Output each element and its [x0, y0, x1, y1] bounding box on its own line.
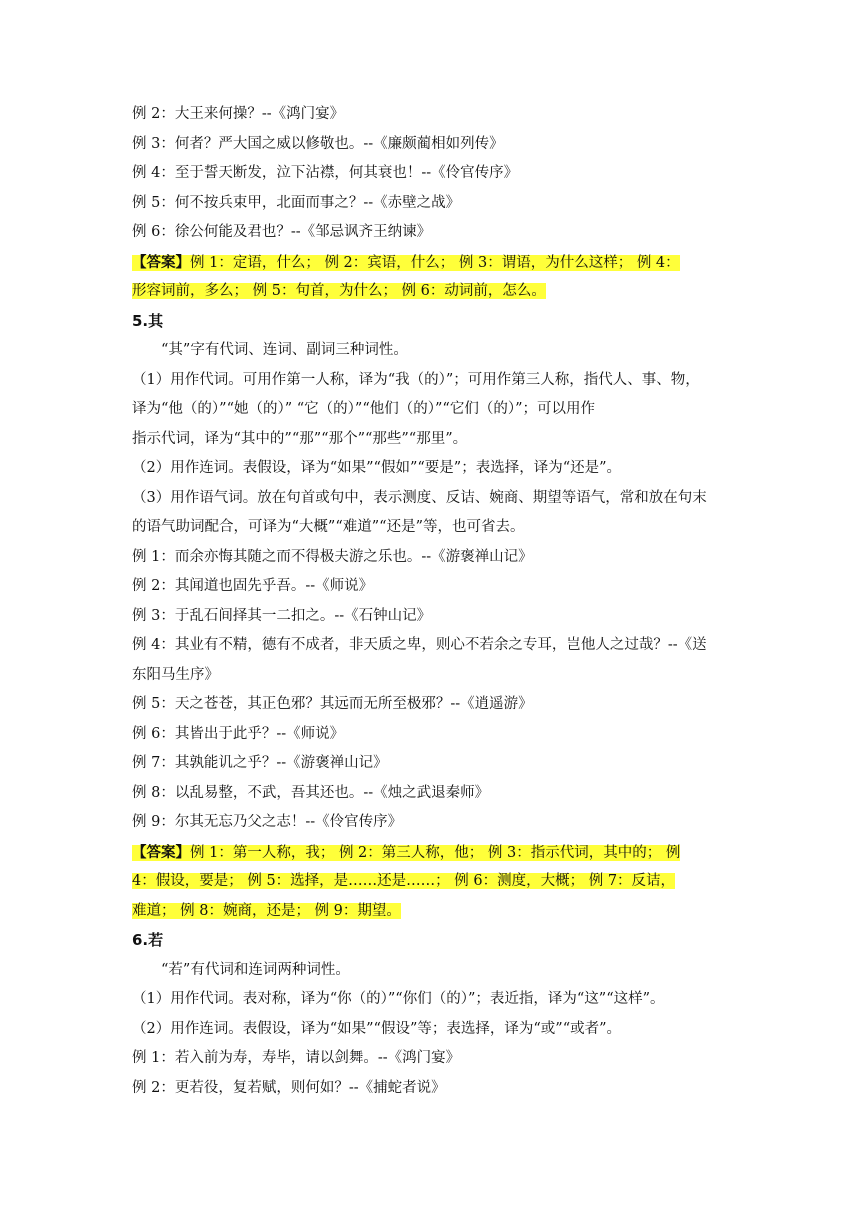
answer-highlight: [132, 845, 680, 861]
example-line: 例 1：若入前为寿，寿毕，请以剑舞。--《鸿门宴》: [132, 1050, 461, 1066]
paragraph-line: （1）用作代词。可用作第一人称，译为“我（的）”；可用作第三人称，指代人、事、物，: [132, 371, 700, 388]
answer-text: 例 1：第一人称，我； 例 2：第三人称，他； 例 3：指示代词，其中的； 例: [190, 844, 681, 861]
example-line: 例 1：而余亦悔其随之而不得极夫游之乐也。--《游褒禅山记》: [132, 548, 533, 565]
section-heading: 5.其: [132, 311, 164, 330]
section-heading: 6.若: [132, 931, 164, 949]
answer-line: [132, 838, 732, 868]
example-line: 例 4：其业有不精，德有不成者，非天质之卑，则心不若余之专耳，岂他人之过哉？--《送: [132, 637, 707, 653]
example-line: 例 2：更若役，复若赋，则何如？--《捕蛇者说》: [132, 1079, 446, 1096]
example-line: 东阳马生序》: [132, 666, 219, 683]
section-intro: “若”有代词和连词两种词性。: [161, 961, 350, 978]
answer-tag: 【答案】: [132, 253, 190, 271]
example-line: 例 8：以乱易整，不武，吾其还也。--《烛之武退秦师》: [132, 784, 490, 801]
example-line: 例 2：大王来何操？--《鸿门宴》: [132, 106, 345, 122]
example-line: 例 5：天之苍苍，其正色邪？其远而无所至极邪？--《逍遥游》: [132, 696, 533, 712]
document-page: [132, 100, 732, 1103]
example-line: 例 6：其皆出于此乎？--《师说》: [132, 725, 345, 742]
paragraph-line: （1）用作代词。表对称，译为“你（的）”“你们（的）”；表近指，译为“这”“这样”。: [132, 991, 665, 1007]
answer-text: 难道； 例 8：婉商，还是； 例 9：期望。: [132, 902, 401, 919]
answer-line: [132, 897, 732, 927]
example-line: 例 4：至于誓天断发，泣下沾襟，何其衰也！--《伶官传序》: [132, 165, 519, 181]
answer-text: 形容词前，多么； 例 5：句首，为什么； 例 6：动词前，怎么。: [132, 283, 546, 299]
answer-highlight: [132, 255, 680, 271]
section-intro: “其”字有代词、连词、副词三种词性。: [161, 342, 408, 358]
answer-text: 例 1：定语，什么； 例 2：宾语，什么； 例 3：谓语，为什么这样； 例 4：: [190, 254, 680, 271]
example-line: 例 7：其孰能讥之乎？--《游褒禅山记》: [132, 755, 388, 771]
paragraph-line: （3）用作语气词。放在句首或句中，表示测度、反诘、婉商、期望等语气，常和放在句末: [132, 489, 707, 506]
example-line: 例 6：徐公何能及君也？--《邹忌讽齐王纳谏》: [132, 224, 432, 240]
example-line: 例 5：何不按兵束甲，北面而事之？--《赤壁之战》: [132, 194, 461, 211]
paragraph-line: （2）用作连词。表假设，译为“如果”“假设”等；表选择，译为“或”“或者”。: [132, 1020, 622, 1037]
answer-line: [132, 277, 732, 307]
answer-line: [132, 248, 732, 278]
paragraph-line: 的语气助词配合，可译为“大概”“难道”“还是”等，也可省去。: [132, 519, 525, 535]
paragraph-line: 指示代词，译为“其中的”“那”“那个”“那些”“那里”。: [132, 430, 468, 447]
example-line: 例 2：其闻道也固先乎吾。--《师说》: [132, 578, 374, 594]
example-line: 例 3：何者？严大国之威以修敬也。--《廉颇蔺相如列传》: [132, 135, 504, 152]
answer-text: 4：假设，要是； 例 5：选择，是……还是……； 例 6：测度，大概； 例 7：反诘，: [132, 873, 676, 889]
example-line: 例 9：尔其无忘乃父之志！--《伶官传序》: [132, 814, 403, 830]
paragraph-line: （2）用作连词。表假设，译为“如果”“假如”“要是”；表选择，译为“还是”。: [132, 460, 622, 476]
paragraph-line: 译为“他（的）”“她（的）” “它（的）”“他们（的）”“它们（的）”；可以用作: [132, 401, 595, 417]
answer-line: [132, 867, 732, 897]
answer-tag: 【答案】: [132, 843, 190, 861]
example-line: 例 3：于乱石间择其一二扣之。--《石钟山记》: [132, 607, 432, 624]
